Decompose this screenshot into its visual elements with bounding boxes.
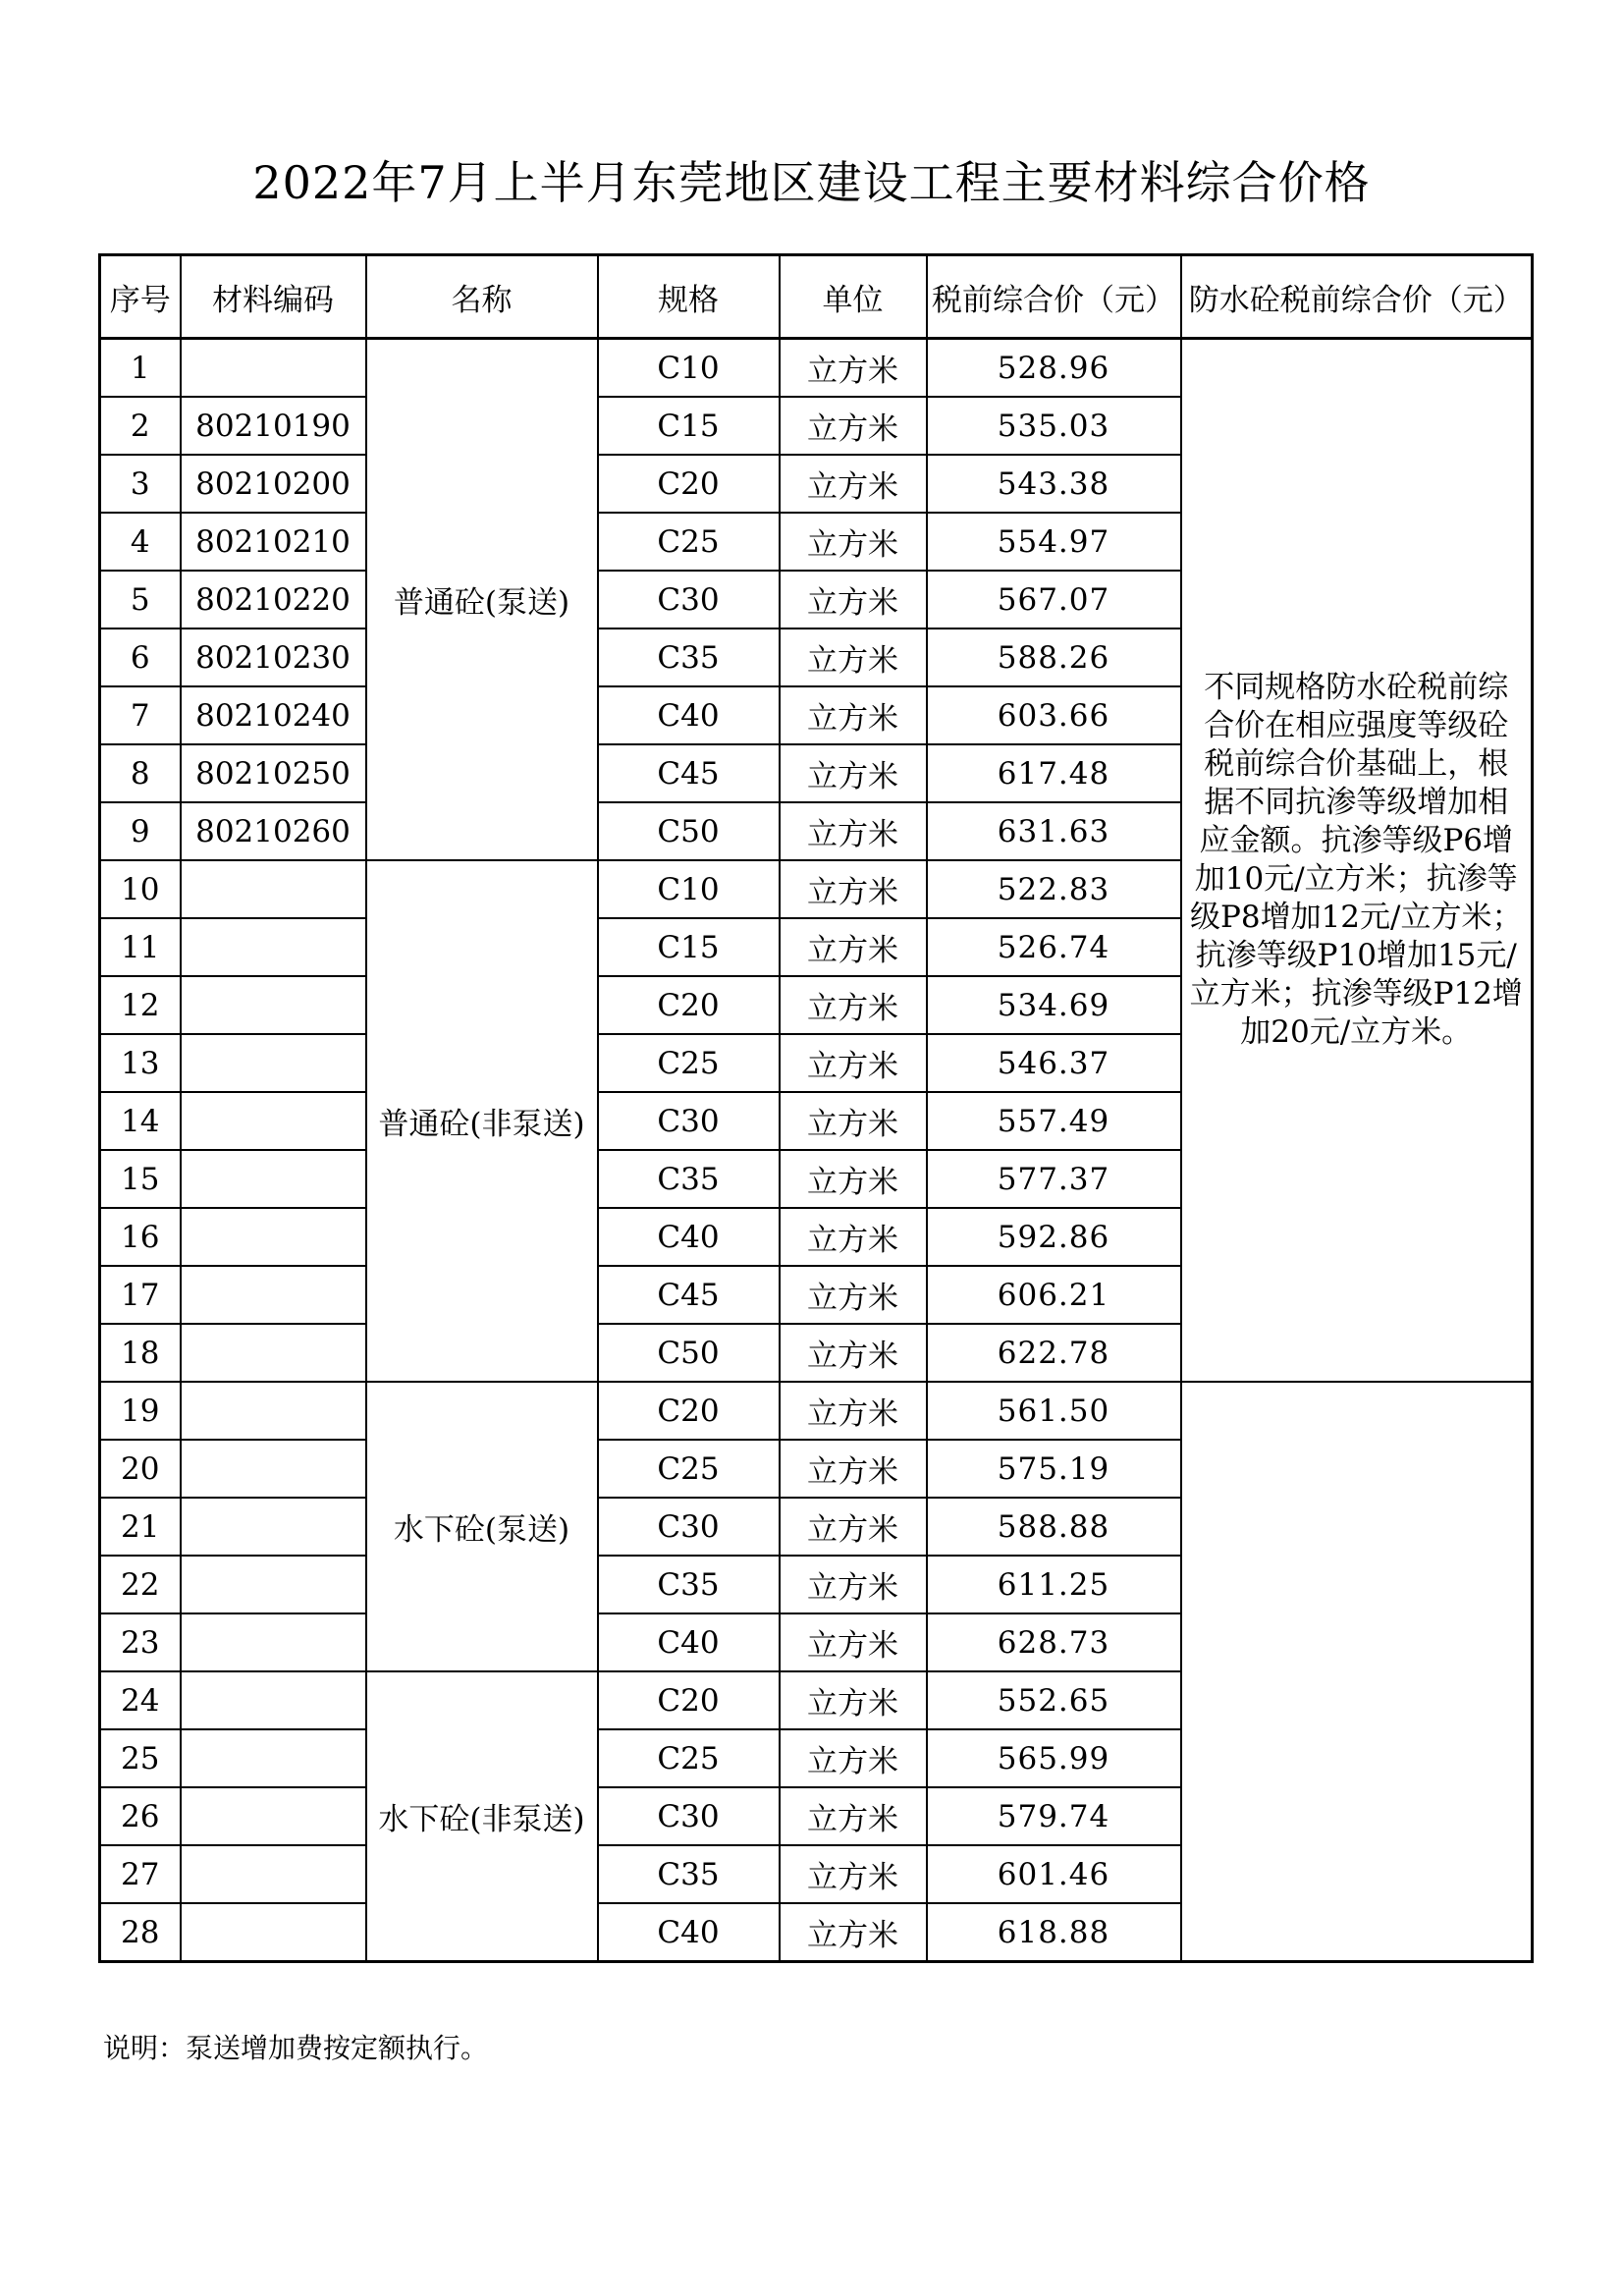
row-name: 水下砼(非泵送) [366,1671,598,1962]
row-spec: C40 [598,1613,780,1671]
row-unit: 立方米 [780,1556,927,1613]
row-code [181,1382,366,1440]
row-code: 80210190 [181,397,366,455]
row-spec: C35 [598,629,780,686]
row-unit: 立方米 [780,397,927,455]
header-code: 材料编码 [181,255,366,339]
row-code [181,1729,366,1787]
row-price: 535.03 [927,397,1181,455]
row-price: 575.19 [927,1440,1181,1498]
row-unit: 立方米 [780,1092,927,1150]
row-code [181,1150,366,1208]
table-body [100,339,1533,1962]
table-row [100,1382,1533,1440]
row-spec: C35 [598,1845,780,1903]
row-unit: 立方米 [780,686,927,744]
row-spec: C50 [598,802,780,860]
row-seq: 11 [100,918,181,976]
row-seq: 15 [100,1150,181,1208]
row-code [181,339,366,398]
row-name: 普通砼(非泵送) [366,860,598,1382]
row-spec: C20 [598,976,780,1034]
row-price: 546.37 [927,1034,1181,1092]
row-seq: 14 [100,1092,181,1150]
row-spec: C10 [598,860,780,918]
row-code [181,1787,366,1845]
row-unit: 立方米 [780,1498,927,1556]
row-price: 588.88 [927,1498,1181,1556]
row-price: 565.99 [927,1729,1181,1787]
row-code [181,1556,366,1613]
row-unit: 立方米 [780,339,927,398]
row-unit: 立方米 [780,1266,927,1324]
header-price: 税前综合价（元） [927,255,1181,339]
row-seq: 3 [100,455,181,513]
row-seq: 21 [100,1498,181,1556]
row-seq: 12 [100,976,181,1034]
row-unit: 立方米 [780,976,927,1034]
row-price: 567.07 [927,571,1181,629]
page-title: 2022年7月上半月东莞地区建设工程主要材料综合价格 [252,156,1371,209]
row-spec: C35 [598,1150,780,1208]
row-code: 80210240 [181,686,366,744]
row-code [181,860,366,918]
row-code [181,1266,366,1324]
header-name: 名称 [366,255,598,339]
row-price: 526.74 [927,918,1181,976]
row-code [181,976,366,1034]
waterproof-note-line: 加10元/立方米；抗渗等 [1194,861,1518,897]
waterproof-note-line: 合价在相应强度等级砼 [1204,708,1509,743]
row-price: 554.97 [927,513,1181,571]
row-spec: C25 [598,1034,780,1092]
row-spec: C45 [598,1266,780,1324]
row-price: 561.50 [927,1382,1181,1440]
row-price: 603.66 [927,686,1181,744]
row-price: 611.25 [927,1556,1181,1613]
row-unit: 立方米 [780,513,927,571]
row-unit: 立方米 [780,1903,927,1962]
row-seq: 13 [100,1034,181,1092]
row-spec: C35 [598,1556,780,1613]
row-code [181,1440,366,1498]
row-spec: C30 [598,1498,780,1556]
row-unit: 立方米 [780,1382,927,1440]
row-spec: C40 [598,1903,780,1962]
row-code [181,1092,366,1150]
waterproof-note-line: 税前综合价基础上，根 [1204,746,1509,782]
waterproof-note-line: 加20元/立方米。 [1240,1014,1473,1050]
row-unit: 立方米 [780,918,927,976]
row-unit: 立方米 [780,629,927,686]
row-seq: 28 [100,1903,181,1962]
row-unit: 立方米 [780,1324,927,1382]
row-seq: 25 [100,1729,181,1787]
header-seq: 序号 [100,255,181,339]
row-seq: 22 [100,1556,181,1613]
row-spec: C20 [598,455,780,513]
row-spec: C40 [598,686,780,744]
row-price: 528.96 [927,339,1181,398]
row-price: 631.63 [927,802,1181,860]
row-unit: 立方米 [780,860,927,918]
row-code: 80210230 [181,629,366,686]
row-name: 普通砼(泵送) [366,339,598,861]
row-price: 522.83 [927,860,1181,918]
row-code [181,1903,366,1962]
row-name: 水下砼(泵送) [366,1382,598,1671]
row-seq: 6 [100,629,181,686]
row-unit: 立方米 [780,1613,927,1671]
row-price: 601.46 [927,1845,1181,1903]
row-unit: 立方米 [780,1208,927,1266]
row-spec: C45 [598,744,780,802]
waterproof-note-line: 立方米；抗渗等级P12增 [1189,976,1523,1011]
row-seq: 20 [100,1440,181,1498]
row-code: 80210260 [181,802,366,860]
row-code: 80210210 [181,513,366,571]
row-seq: 24 [100,1671,181,1729]
row-unit: 立方米 [780,455,927,513]
row-seq: 18 [100,1324,181,1382]
row-seq: 23 [100,1613,181,1671]
table-row [100,339,1533,398]
row-price: 606.21 [927,1266,1181,1324]
row-seq: 5 [100,571,181,629]
row-unit: 立方米 [780,1787,927,1845]
row-seq: 10 [100,860,181,918]
row-spec: C50 [598,1324,780,1382]
row-spec: C15 [598,397,780,455]
row-code [181,1034,366,1092]
row-price: 592.86 [927,1208,1181,1266]
row-seq: 27 [100,1845,181,1903]
row-unit: 立方米 [780,744,927,802]
row-code [181,1845,366,1903]
waterproof-note-line: 不同规格防水砼税前综 [1204,670,1509,705]
row-seq: 17 [100,1266,181,1324]
row-spec: C40 [598,1208,780,1266]
row-price: 588.26 [927,629,1181,686]
row-code: 80210250 [181,744,366,802]
row-spec: C25 [598,513,780,571]
row-code [181,918,366,976]
row-price: 557.49 [927,1092,1181,1150]
waterproof-note-line: 抗渗等级P10增加15元/ [1195,938,1517,973]
row-unit: 立方米 [780,1845,927,1903]
row-code [181,1613,366,1671]
table-header-row [100,255,1533,339]
row-spec: C10 [598,339,780,398]
row-price: 622.78 [927,1324,1181,1382]
row-code: 80210220 [181,571,366,629]
row-price: 628.73 [927,1613,1181,1671]
row-price: 543.38 [927,455,1181,513]
row-price: 577.37 [927,1150,1181,1208]
row-spec: C30 [598,1787,780,1845]
row-seq: 4 [100,513,181,571]
row-seq: 16 [100,1208,181,1266]
row-unit: 立方米 [780,1440,927,1498]
row-code [181,1208,366,1266]
header-waterproof-price: 防水砼税前综合价（元） [1181,255,1533,339]
row-seq: 7 [100,686,181,744]
row-unit: 立方米 [780,1729,927,1787]
row-spec: C25 [598,1729,780,1787]
waterproof-empty-cell [1181,1382,1533,1962]
row-seq: 19 [100,1382,181,1440]
row-price: 534.69 [927,976,1181,1034]
header-spec: 规格 [598,255,780,339]
header-unit: 单位 [780,255,927,339]
waterproof-note-line: 据不同抗渗等级增加相 [1204,785,1509,820]
row-seq: 9 [100,802,181,860]
row-unit: 立方米 [780,1671,927,1729]
row-spec: C30 [598,1092,780,1150]
row-price: 552.65 [927,1671,1181,1729]
row-price: 617.48 [927,744,1181,802]
row-code [181,1671,366,1729]
row-seq: 26 [100,1787,181,1845]
waterproof-note-line: 应金额。抗渗等级P6增 [1199,823,1514,858]
waterproof-note-line: 级P8增加12元/立方米； [1190,900,1523,935]
row-unit: 立方米 [780,571,927,629]
row-unit: 立方米 [780,802,927,860]
price-table [98,253,1534,1963]
row-code: 80210200 [181,455,366,513]
row-seq: 1 [100,339,181,398]
row-code [181,1498,366,1556]
footnote: 说明：泵送增加费按定额执行。 [103,2032,489,2064]
row-seq: 2 [100,397,181,455]
waterproof-note [1181,339,1533,1383]
row-spec: C25 [598,1440,780,1498]
row-seq: 8 [100,744,181,802]
row-spec: C15 [598,918,780,976]
row-spec: C30 [598,571,780,629]
row-price: 579.74 [927,1787,1181,1845]
row-price: 618.88 [927,1903,1181,1962]
row-spec: C20 [598,1382,780,1440]
row-unit: 立方米 [780,1150,927,1208]
row-code [181,1324,366,1382]
row-unit: 立方米 [780,1034,927,1092]
row-spec: C20 [598,1671,780,1729]
